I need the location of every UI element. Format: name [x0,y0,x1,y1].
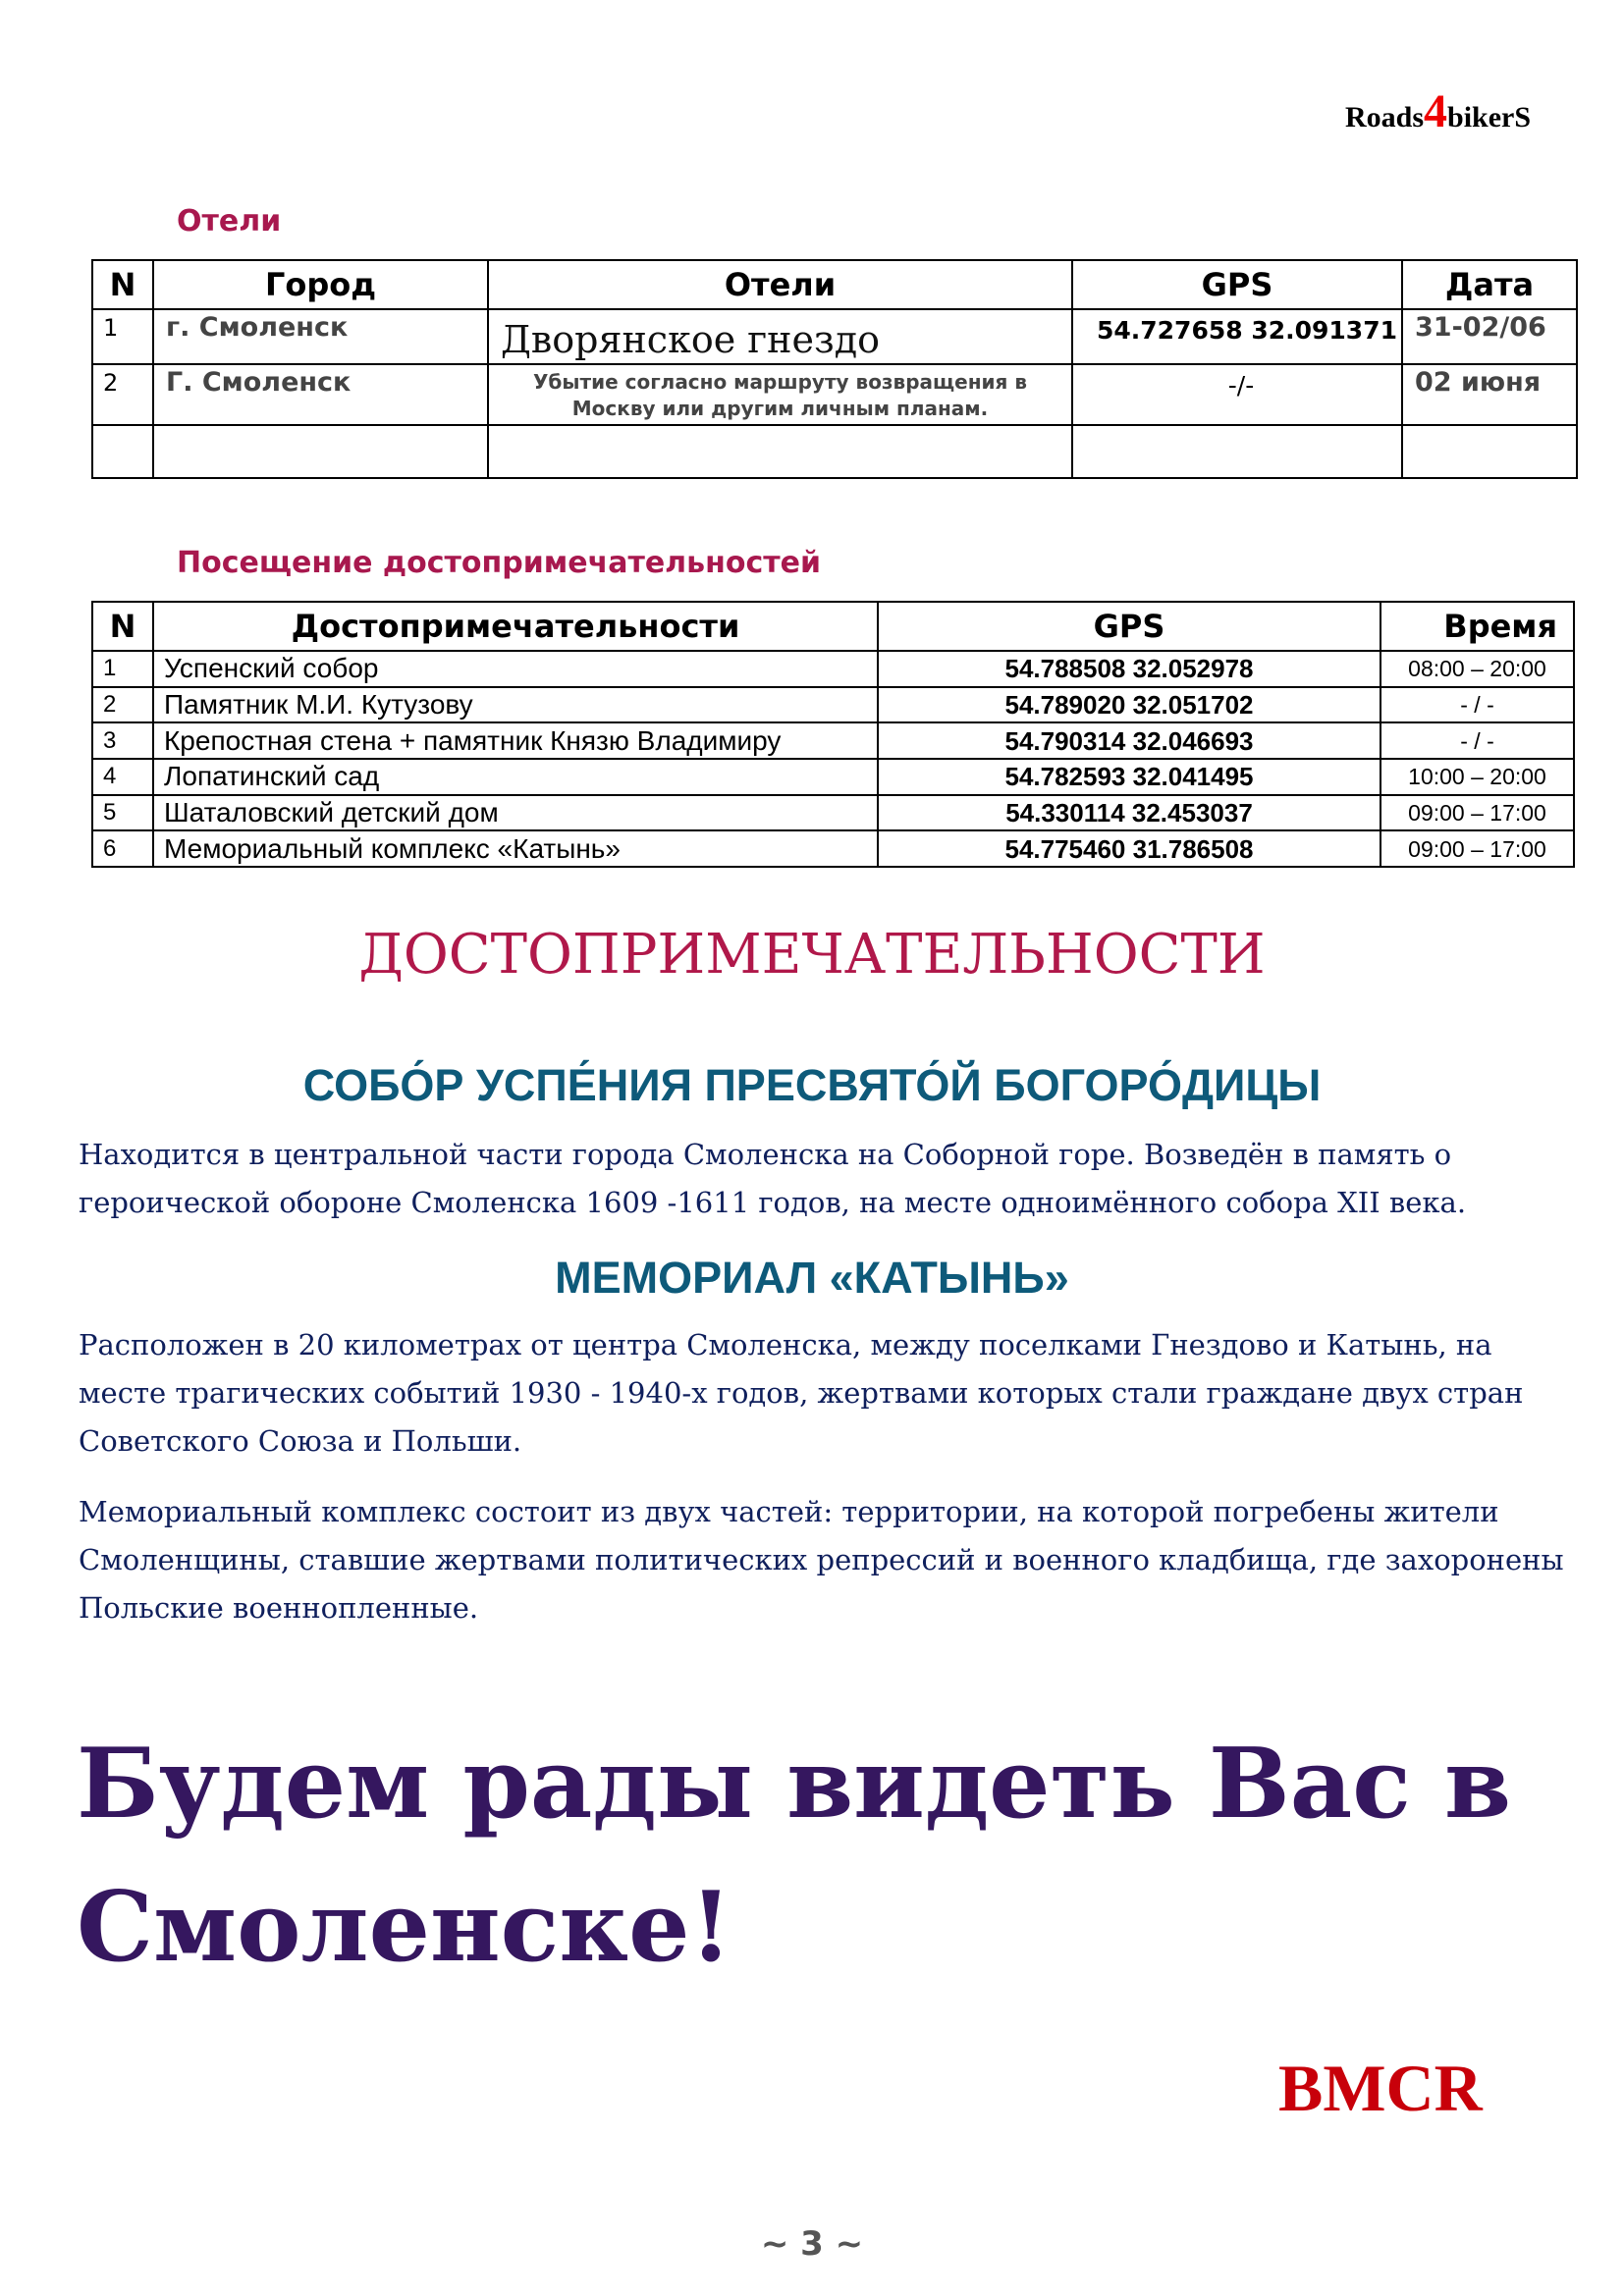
cell-gps: 54.782593 32.041495 [878,759,1380,795]
cell-n: 1 [92,309,153,364]
main-title: ДОСТОПРИМЕЧАТЕЛЬНОСТИ [358,923,1266,987]
cell-gps: 54.788508 32.052978 [878,651,1380,687]
hotels-title: Отели [177,204,282,239]
table-row-empty [92,425,1577,478]
logo-number: 4 [1424,85,1448,137]
header-n: N [92,260,153,309]
header-city: Город [153,260,488,309]
table-row [92,309,1577,364]
cell-sight: Крепостная стена + памятник Князю Владимиру [153,722,878,759]
header-n: N [92,602,153,651]
cell-gps: 54.775460 31.786508 [878,830,1380,867]
cell-time: 08:00 – 20:00 [1380,651,1574,687]
cell-hotel: Дворянское гнездо [488,309,1072,364]
cell-gps: 54.789020 32.051702 [878,687,1380,723]
cell-city: Г. Смоленск [153,364,488,425]
roads4bikers-logo [1345,84,1531,138]
cell-time: 09:00 – 17:00 [1380,795,1574,831]
cell-sight: Памятник М.И. Кутузову [153,687,878,723]
table-row [92,687,1574,723]
cell-n: 4 [92,759,153,795]
cell-n: 1 [92,651,153,687]
welcome-text: Будем рады видеть Вас в Смоленске! [77,1728,1512,1984]
cell-time: 09:00 – 17:00 [1380,830,1574,867]
cell-sight: Успенский собор [153,651,878,687]
cell-sight: Мемориальный комплекс «Катынь» [153,830,878,867]
logo-text: Roads [1345,101,1425,133]
cell-gps: 54.790314 32.046693 [878,722,1380,759]
cell-gps: 54.727658 32.091371 [1072,309,1402,364]
table-row [92,364,1577,425]
katyn-title: МЕМОРИАЛ «КАТЫНЬ» [555,1253,1069,1303]
cell-n: 2 [92,364,153,425]
table-row [92,651,1574,687]
header-gps: GPS [1072,260,1402,309]
cell-sight: Шаталовский детский дом [153,795,878,831]
cell-city: г. Смоленск [153,309,488,364]
cathedral-title: СОБО́Р УСПЕ́НИЯ ПРЕСВЯТО́Й БОГОРО́ДИЦЫ [302,1060,1322,1110]
cell-gps: -/- [1072,364,1402,425]
header-sight: Достопримечательности [153,602,878,651]
table-row [92,795,1574,831]
cell-date: 02 июня [1402,364,1577,425]
logo-text: bikerS [1447,101,1532,133]
header-time: Время [1380,602,1574,651]
cell-hotel: Убытие согласно маршруту возвращения в Москву или другим личным планам. [488,364,1072,425]
header-gps: GPS [878,602,1380,651]
cell-n: 6 [92,830,153,867]
cell-sight: Лопатинский сад [153,759,878,795]
katyn-text-2: Мемориальный комплекс состоит из двух частей: территории, на которой погребены жители Смоленщины, ставшие жертвами политических репрессий и военного кладбища, где захоронены Польские военнопленные. [79,1495,1564,1625]
table-row [92,830,1574,867]
katyn-text-1: Расположен в 20 километрах от центра Смоленска, между поселками Гнездово и Катынь, на месте трагических событий 1930 - 1940-х годов, жертвами которых стали граждане двух стран Советского Союза и Польши. [79,1328,1524,1458]
page-number: ~ 3 ~ [760,2224,864,2264]
sights-title: Посещение достопримечательностей [177,546,822,580]
cell-time: - / - [1380,722,1574,759]
table-row [92,759,1574,795]
cell-n: 2 [92,687,153,723]
cell-gps: 54.330114 32.453037 [878,795,1380,831]
cell-time: - / - [1380,687,1574,723]
cell-date: 31-02/06 [1402,309,1577,364]
header-hotel: Отели [488,260,1072,309]
sights-table [91,601,1575,868]
cathedral-text: Находится в центральной части города Смоленска на Соборной горе. Возведён в память о героической обороне Смоленска 1609 -1611 годов, на месте одноимённого собора XII века. [79,1138,1467,1219]
signature: BMCR [1278,2051,1483,2125]
table-row [92,722,1574,759]
hotels-table [91,259,1578,479]
cell-time: 10:00 – 20:00 [1380,759,1574,795]
cell-n: 5 [92,795,153,831]
header-date: Дата [1402,260,1577,309]
cell-n: 3 [92,722,153,759]
